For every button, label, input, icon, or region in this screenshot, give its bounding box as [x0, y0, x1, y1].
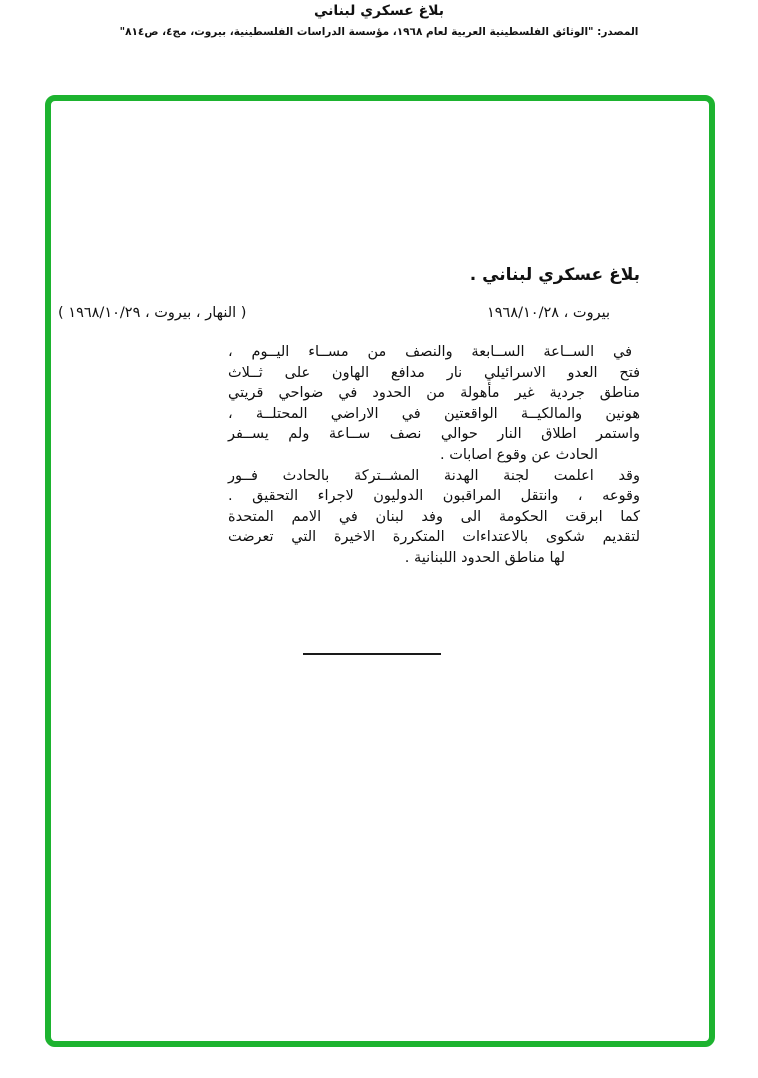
top-header [0, 2, 758, 39]
document-frame [45, 95, 715, 1047]
body-line: وقوعه ، وانتقل المراقبون الدوليون لاجراء التحقيق . [228, 488, 640, 505]
dateline-source-ref: ( النهار ، بيروت ، ١٩٦٨/١٠/٢٩ ) [58, 305, 247, 321]
document-title: بلاغ عسكري لبناني . [469, 265, 640, 285]
body-line: لتقديم شكوى بالاعتداءات المتكررة الاخيرة التي تعرضت [228, 529, 640, 546]
body-line: الحادث عن وقوع اصابات . [439, 446, 598, 463]
header-title: بلاغ عسكري لبناني [313, 3, 445, 19]
body-line: كما ابرقت الحكومة الى وفد لبنان في الامم المتحدة [228, 508, 640, 525]
dateline [58, 305, 610, 321]
header-source-line: المصدر: "الوثائق الفلسطينية العربية لعام ١٩٦٨، مؤسسة الدراسات الفلسطينية، بيروت، مج٤، ص٨١٤" [119, 26, 639, 38]
section-divider [303, 653, 441, 655]
dateline-place-date: بيروت ، ١٩٦٨/١٠/٢٨ [486, 305, 610, 321]
body-line: في الســاعة الســابعة والنصف من مســاء اليــوم ، [228, 344, 632, 360]
body-line: هونين والمالكيــة الواقعتين في الاراضي المحتلــة ، [228, 405, 640, 422]
body-line: واستمر اطلاق النار حوالي نصف ســاعة ولم يســفر [228, 426, 640, 443]
body-line: مناطق جردية غير مأهولة من الحدود في ضواحي قريتي [228, 385, 640, 402]
body-line: فتح العدو الاسرائيلي نار مدافع الهاون على ثــلاث [228, 364, 640, 381]
body-line: وقد اعلمت لجنة الهدنة المشــتركة بالحادث فــور [228, 467, 640, 484]
body-line: لها مناطق الحدود اللبنانية . [404, 549, 565, 566]
document-body [228, 342, 640, 569]
